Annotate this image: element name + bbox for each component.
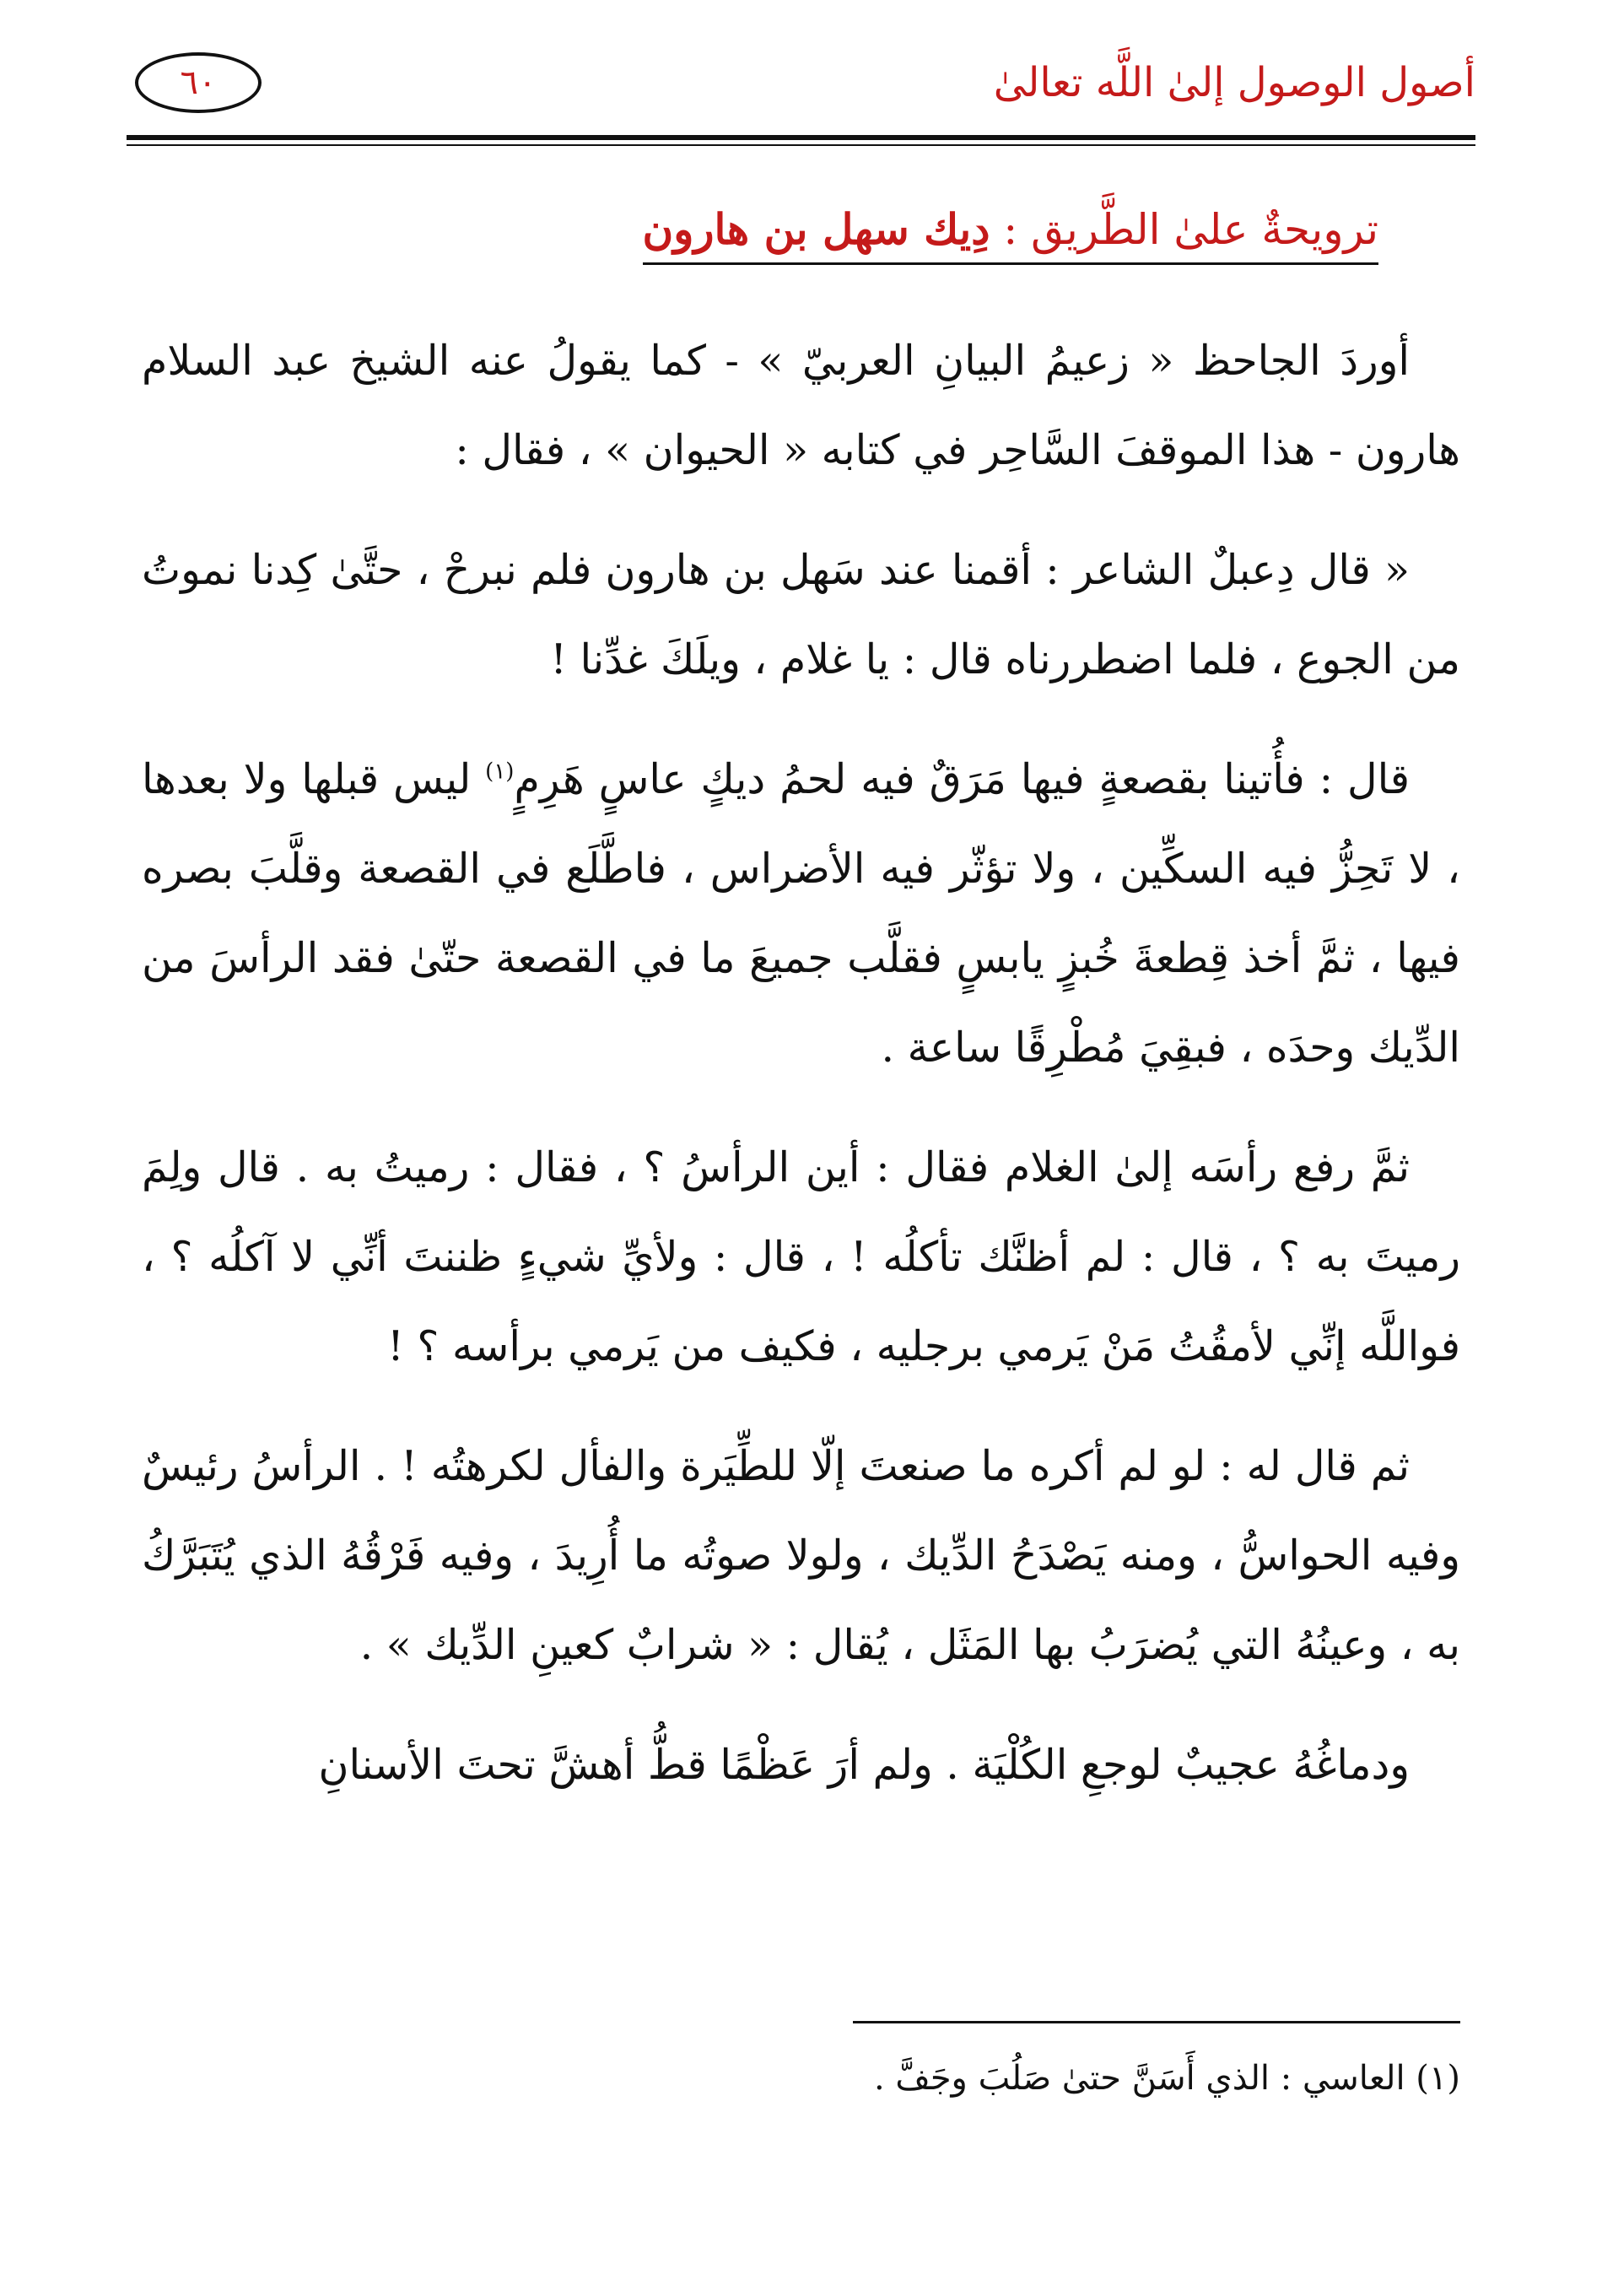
footnote-marker: (١)	[485, 759, 515, 785]
body-text	[142, 316, 1460, 1840]
paragraph-2: « قال دِعبلٌ الشاعر : أقمنا عند سَهل بن هارون فلم نبرحْ ، حتَّىٰ كِدنا نموتُ من الجوع ، فلما اضطررناه قال : يا غلام ، ويلَكَ غدِّنا !	[142, 546, 1460, 683]
footnote-separator	[853, 2021, 1460, 2023]
section-heading	[643, 204, 1378, 265]
paragraph-5: ثم قال له : لو لم أكره ما صنعتَ إلّا للطِّيَرة والفأل لكرهتُه ! . الرأسُ رئيسٌ وفيه الحواسُّ ، ومنه يَصْدَحُ الدِّيك ، ولولا صوتُه ما أُرِيدَ ، وفيه فَرْقُهُ الذي يُتَبَرَّكُ به ، وعينُهُ التي يُضرَبُ بها المَثَل ، يُقال : « شرابٌ كعينِ الدِّيك » .	[142, 1442, 1460, 1669]
footnote: (١) العاسي : الذي أَسَنَّ حتىٰ صَلُبَ وجَفَّ .	[873, 2059, 1460, 2098]
section-heading-prefix: ترويحةٌ علىٰ الطَّريق :	[1003, 205, 1378, 254]
page-number-oval	[135, 52, 262, 113]
header-rule-thin	[127, 144, 1475, 146]
running-book-title: أصول الوصول إلىٰ اللَّه تعالىٰ	[993, 59, 1475, 106]
paragraph-3	[142, 735, 1460, 1093]
paragraph-3-part-1: قال : فأُتينا بقصعةٍ فيها مَرَقٌ فيه لحمُ ديكٍ عاسٍ هَرِمٍ	[514, 755, 1410, 803]
page-header	[127, 51, 1475, 143]
header-rule-thick	[127, 135, 1475, 140]
paragraph-1: أوردَ الجاحظ « زعيمُ البيانِ العربيّ » - كما يقولُ عنه الشيخ عبد السلام هارون - هذا الموقفَ السَّاحِر في كتابه « الحيوان » ، فقال :	[142, 337, 1460, 474]
paragraph-3-part-2: ليس قبلها ولا بعدها ، لا تَحِزُّ فيه السكِّين ، ولا تؤثّر فيه الأضراس ، فاطَّلَع في القصعة وقلَّبَ بصره فيها ، ثمَّ أخذ قِطعةَ خُبزٍ يابسٍ فقلَّب جميعَ ما في القصعة حتّىٰ فقد الرأسَ من الدِّيك وحدَه ، فبقِيَ مُطْرِقًا ساعة .	[142, 755, 1460, 1072]
section-heading-title: دِيك سهل بن هارون	[642, 204, 990, 254]
paragraph-4: ثمَّ رفع رأسَه إلىٰ الغلام فقال : أين الرأسُ ؟ ، فقال : رميتُ به . قال ولِمَ رميتَ به ؟ ، قال : لم أظنَّك تأكلُه ! ، قال : ولأيِّ شيءٍ ظننتَ أنِّي لا آكلُه ؟ ، فواللَّه إنِّي لأمقُتُ مَنْ يَرمي برجليه ، فكيف من يَرمي برأسه ؟ !	[142, 1143, 1460, 1370]
paragraph-6: ودماغُهُ عجيبٌ لوجعِ الكُلْيَة . ولم أرَ عَظْمًا قطُّ أهشَّ تحتَ الأسنانِ	[318, 1741, 1410, 1789]
page-number: ٦٠	[180, 63, 217, 102]
